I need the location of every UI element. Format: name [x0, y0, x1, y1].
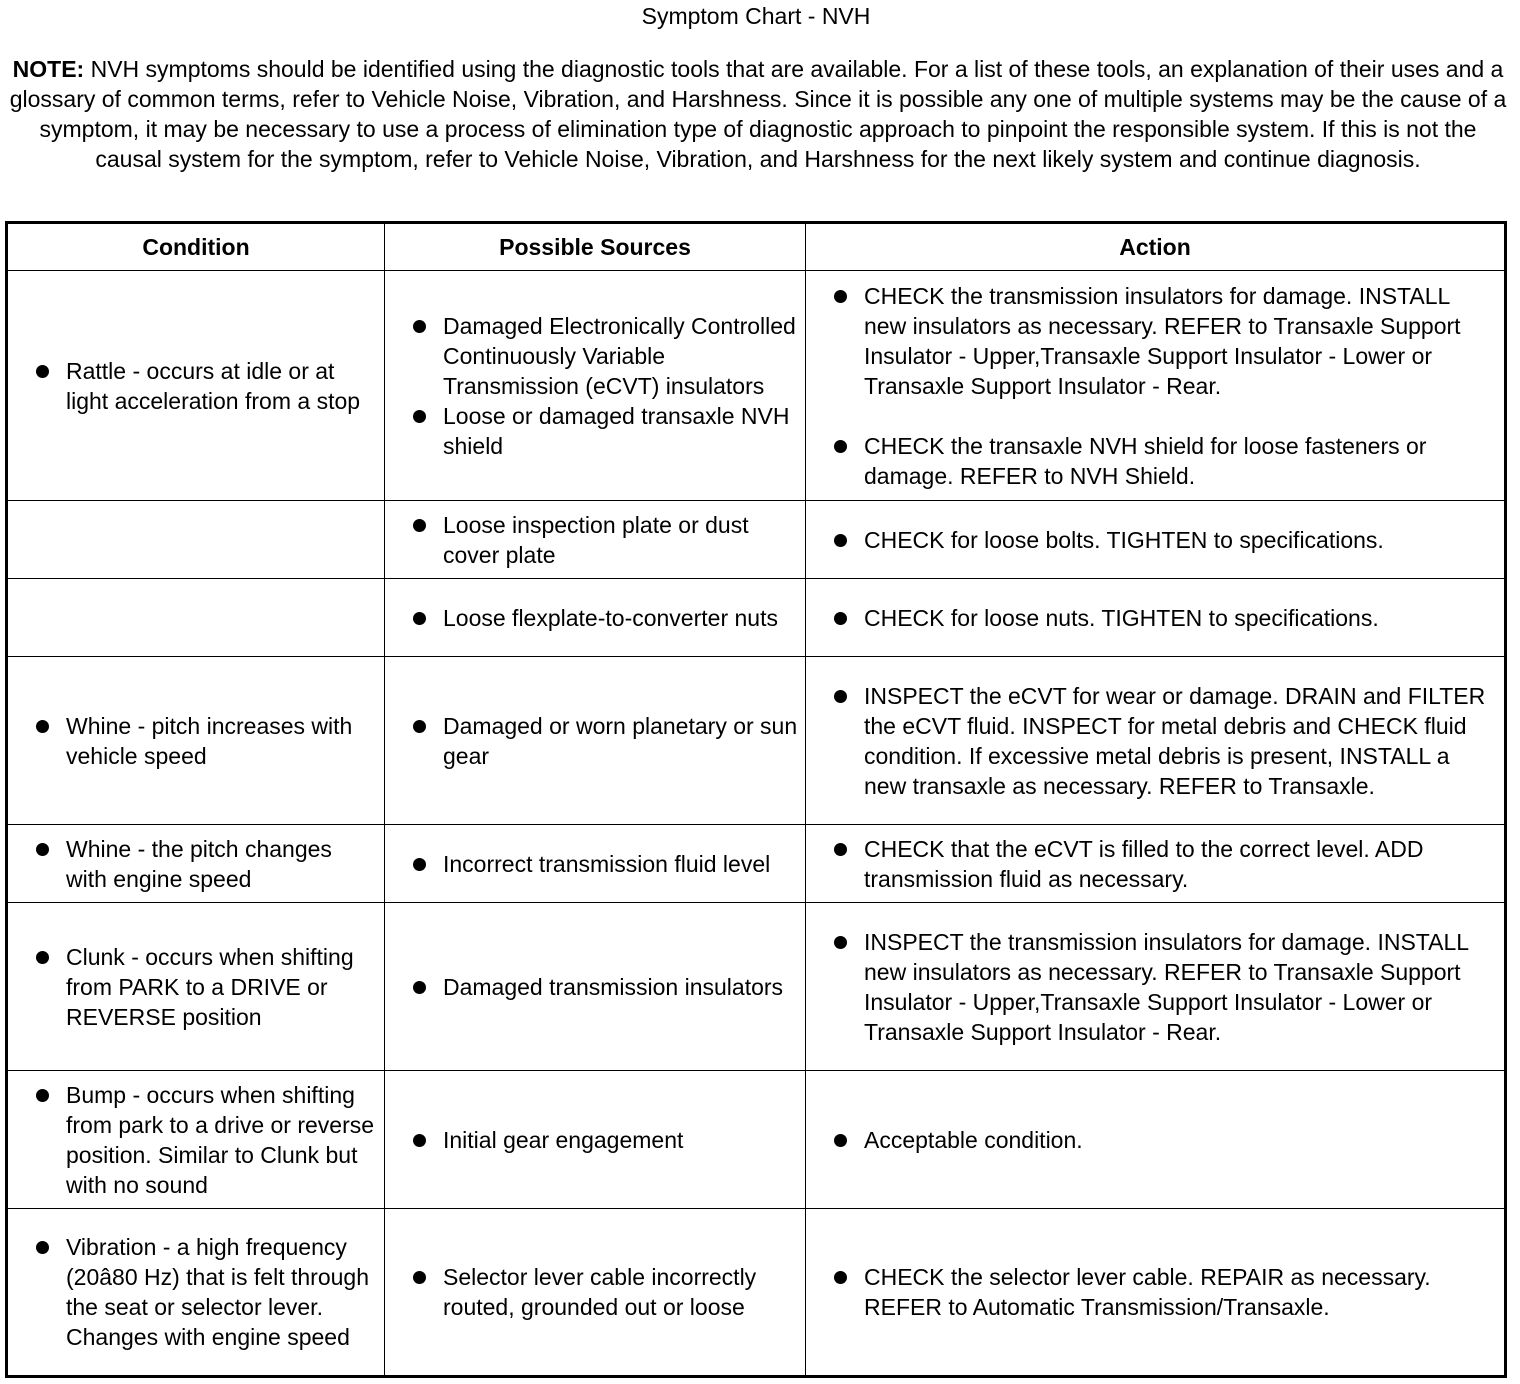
list-item: Vibration - a high frequency (20â80 Hz) that is felt through the seat or selector lever. Changes with engine speed	[34, 1232, 378, 1352]
sources-cell	[385, 825, 806, 903]
sources-cell	[385, 1209, 806, 1377]
action-cell	[806, 1071, 1506, 1209]
sources-cell	[385, 501, 806, 579]
list-item: Initial gear engagement	[411, 1125, 799, 1155]
condition-cell	[7, 825, 385, 903]
condition-cell	[7, 657, 385, 825]
list-item: Whine - the pitch changes with engine speed	[34, 834, 378, 894]
list-item: CHECK the transmission insulators for damage. INSTALL new insulators as necessary. REFER to Transaxle Support Insulator - Upper,Transaxle Support Insulator - Lower or Transaxle Support Insulator - Rear.	[832, 281, 1498, 401]
table-header-row	[7, 223, 1506, 271]
list-item: INSPECT the eCVT for wear or damage. DRAIN and FILTER the eCVT fluid. INSPECT for metal debris and CHECK fluid condition. If excessive metal debris is present, INSTALL a new transaxle as necessary. REFER to Transaxle.	[832, 681, 1498, 801]
condition-cell	[7, 271, 385, 501]
header-condition: Condition	[7, 223, 385, 271]
list-item: Whine - pitch increases with vehicle speed	[34, 711, 378, 771]
table-row	[7, 1209, 1506, 1377]
condition-cell	[7, 579, 385, 657]
sources-cell	[385, 657, 806, 825]
table-row	[7, 579, 1506, 657]
list-item: Loose or damaged transaxle NVH shield	[411, 401, 799, 461]
list-item: Acceptable condition.	[832, 1125, 1498, 1155]
list-item: CHECK that the eCVT is filled to the correct level. ADD transmission fluid as necessary.	[832, 834, 1498, 894]
sources-cell	[385, 1071, 806, 1209]
list-item: CHECK for loose bolts. TIGHTEN to specifications.	[832, 525, 1498, 555]
list-item: CHECK for loose nuts. TIGHTEN to specifications.	[832, 603, 1498, 633]
header-action: Action	[806, 223, 1506, 271]
sources-cell	[385, 579, 806, 657]
table-row	[7, 1071, 1506, 1209]
list-item: Selector lever cable incorrectly routed, grounded out or loose	[411, 1262, 799, 1322]
table-row	[7, 501, 1506, 579]
list-item: Loose flexplate-to-converter nuts	[411, 603, 799, 633]
table-row	[7, 657, 1506, 825]
note-paragraph	[8, 54, 1508, 174]
page-title: Symptom Chart - NVH	[641, 3, 871, 29]
action-cell	[806, 579, 1506, 657]
list-item: Incorrect transmission fluid level	[411, 849, 799, 879]
table-row	[7, 825, 1506, 903]
action-cell	[806, 657, 1506, 825]
list-item: Rattle - occurs at idle or at light acceleration from a stop	[34, 356, 378, 416]
list-item: INSPECT the transmission insulators for damage. INSTALL new insulators as necessary. REFER to Transaxle Support Insulator - Upper,Transaxle Support Insulator - Lower or Transaxle Support Insulator - Rear.	[832, 927, 1498, 1047]
action-cell	[806, 903, 1506, 1071]
symptom-table	[5, 221, 1507, 1378]
list-item: Clunk - occurs when shifting from PARK to a DRIVE or REVERSE position	[34, 942, 378, 1032]
action-cell	[806, 501, 1506, 579]
table-row	[7, 903, 1506, 1071]
sources-cell	[385, 903, 806, 1071]
list-item: Damaged transmission insulators	[411, 972, 799, 1002]
condition-cell	[7, 1071, 385, 1209]
note-text: NVH symptoms should be identified using the diagnostic tools that are available. For a list of these tools, an explanation of their uses and a glossary of common terms, refer to Vehicle Noise, Vibration, and Harshness. Since it is possible any one of multiple systems may be the cause of a symptom, it may be necessary to use a process of elimination type of diagnostic approach to pinpoint the responsible system. If this is not the causal system for the symptom, refer to Vehicle Noise, Vibration, and Harshness for the next likely system and continue diagnosis.	[9, 56, 1507, 172]
header-possible-sources: Possible Sources	[385, 223, 806, 271]
action-cell	[806, 271, 1506, 501]
list-item: CHECK the selector lever cable. REPAIR as necessary. REFER to Automatic Transmission/Transaxle.	[832, 1262, 1498, 1322]
note-label: NOTE:	[12, 56, 85, 82]
action-cell	[806, 825, 1506, 903]
table-row	[7, 271, 1506, 501]
list-item: Damaged Electronically Controlled Continuously Variable Transmission (eCVT) insulators	[411, 311, 799, 401]
list-item: Damaged or worn planetary or sun gear	[411, 711, 799, 771]
condition-cell	[7, 501, 385, 579]
action-cell	[806, 1209, 1506, 1377]
condition-cell	[7, 1209, 385, 1377]
list-item: CHECK the transaxle NVH shield for loose fasteners or damage. REFER to NVH Shield.	[832, 431, 1498, 491]
list-item: Bump - occurs when shifting from park to a drive or reverse position. Similar to Clunk but with no sound	[34, 1080, 378, 1200]
condition-cell	[7, 903, 385, 1071]
sources-cell	[385, 271, 806, 501]
list-item: Loose inspection plate or dust cover plate	[411, 510, 799, 570]
